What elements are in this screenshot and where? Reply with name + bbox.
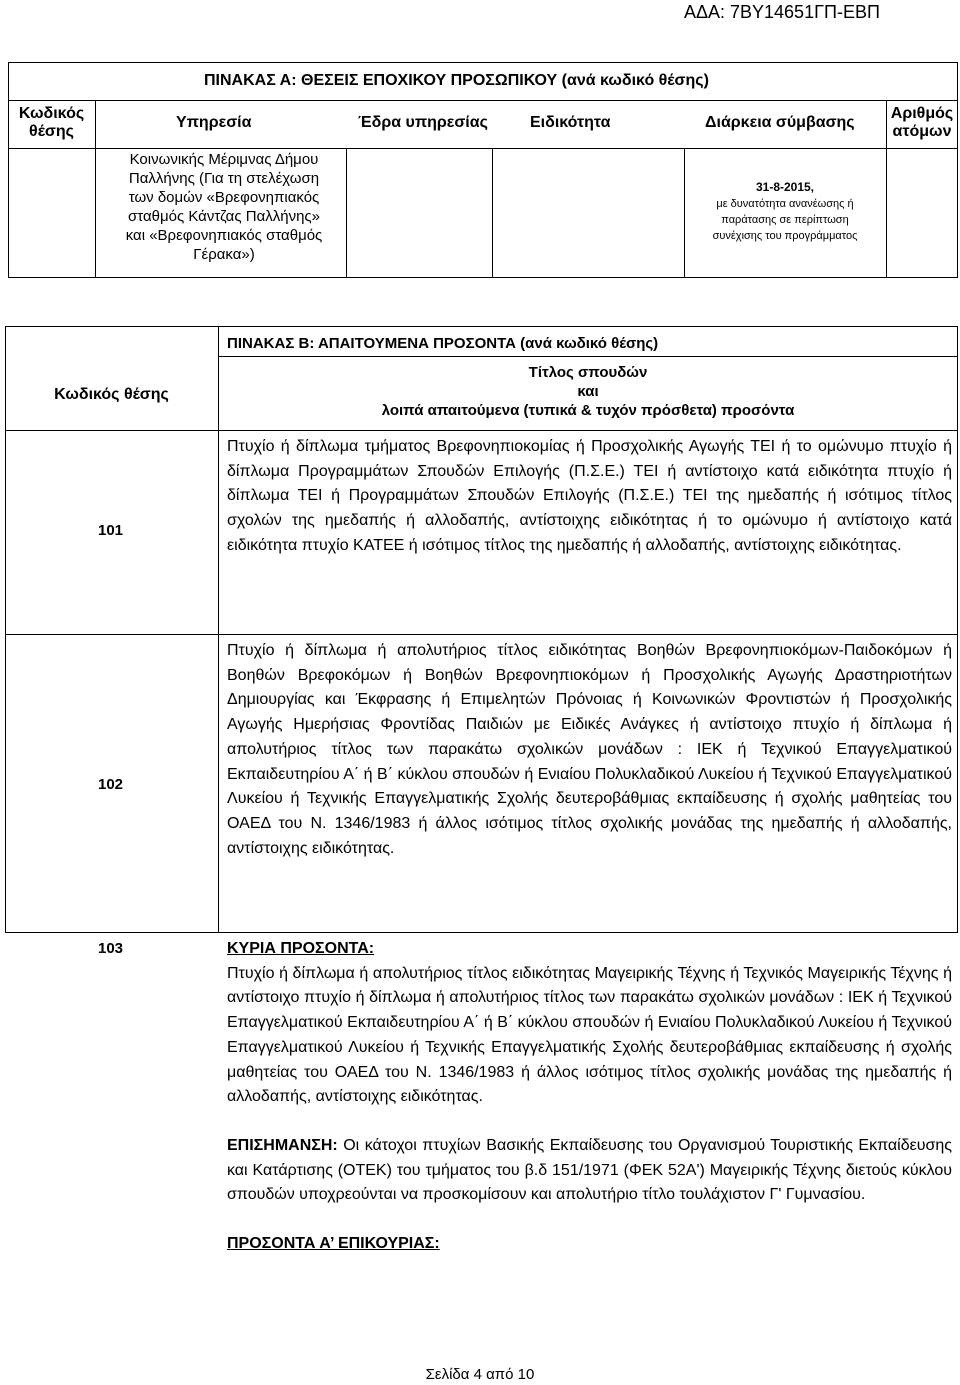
service-line: σταθμός Κάντζας Παλλήνης» [127,208,320,225]
duration-cell [690,179,880,244]
header-qualifications-line3: λοιπά απαιτούμενα (τυπικά & τυχόν πρόσθετα) προσόντα [381,402,795,419]
row-103-content [227,937,952,1257]
row-text: Πτυχίο ή δίπλωμα ή απολυτήριος τίτλος ειδικότητας Μαγειρικής Τέχνης ή Τεχνικός Μαγειρικής Τέχνης ή αντίστοιχο πτυχίο ή δίπλωμα ή απολυτήριος τίτλος των παρακάτω σχολικών μονάδων : ΙΕΚ ή Τεχνικού Επαγγελματικού Εκπαιδευτηρίου Α΄ ή Β΄ κύκλου σπουδών ή Ενιαίου Πολυκλαδικού Λυκείου ή Τεχνικού Επαγγελματικού Λυκείου ή Τεχνικής Επαγγελματικής Σχολής δευτεροβάθμιας εκπαίδευσης ή σχολής μαθητείας του ΟΑΕΔ του Ν. 1346/1983 ή άλλος ισότιμος τίτλος σχολικής μονάδας της ημεδαπής ή αλλοδαπής, αντίστοιχης ειδικότητας. [227,964,952,1106]
table-b-divider [5,430,958,431]
row-text: Πτυχίο ή δίπλωμα ή απολυτήριος τίτλος ειδικότητας Βοηθών Βρεφονηπιοκόμων-Παιδοκόμων ή Βοηθών Βρεφοκόμων ή Βοηθών Βρεφονηπιοκόμων ή Προσχολικής Αγωγής Δραστηριοτήτων Δημιουργίας και Έκφρασης ή Επιμελητών Πρόνοιας ή Κοινωνικών Φροντιστών ή Προσχολικής Αγωγής Ημερήσιας Φροντίδας Παιδιών με Ειδικές Ανάγκες ή αντίστοιχο πτυχίο ή δίπλωμα ή απολυτήριος τίτλος των παρακάτω σχολικών μονάδων : ΙΕΚ ή Τεχνικού Επαγγελματικού Εκπαιδευτηρίου Α΄ ή Β΄ κύκλου σπουδών ή Ενιαίου Πολυκλαδικού Λυκείου ή Τεχνικού Επαγγελματικού Λυκείου ή Τεχνικής Επαγγελματικής Σχολής δευτεροβάθμιας εκπαίδευσης ή σχολής μαθητείας του ΟΑΕΔ του Ν. 1346/1983 ή άλλος ισότιμος τίτλος σχολικής μονάδας της ημεδαπής ή αλλοδαπής, αντίστοιχης ειδικότητας. [227,642,952,857]
duration-line: με δυνατότητα ανανέωσης ή [716,198,854,210]
service-line: Γέρακα») [193,246,255,263]
table-a-divider [684,148,685,278]
row-code: 103 [98,940,124,957]
header-qualifications [218,363,958,420]
table-a-divider [346,148,347,278]
table-a-title: ΠΙΝΑΚΑΣ Α: ΘΕΣΕΙΣ ΕΠΟΧΙΚΟΥ ΠΡΟΣΩΠΙΚΟΥ (ανά κωδικό θέσης) [204,72,709,89]
note-text: Οι κάτοχοι πτυχίων Βασικής Εκπαίδευσης του Οργανισμού Τουριστικής Εκπαίδευσης και Κατάρτισης (ΟΤΕΚ) του τμήματος του β.δ 151/1971 (ΦΕΚ 52Α') Μαγειρικής Τέχνης διετούς κύκλου σπουδών υποχρεούνται να προσκομίσουν και απολυτήριο τίτλο τουλάχιστον Γ' Γυμνασίου. [227,1136,952,1204]
header-qualifications-line2: και [577,383,599,400]
note-label: ΕΠΙΣΗΜΑΝΣΗ: [227,1136,338,1154]
table-a-divider [8,148,958,149]
table-a-divider [492,148,493,278]
table-a [8,62,958,278]
duration-line: παράτασης σε περίπτωση [721,214,849,226]
header-count [886,105,958,141]
header-qualifications-line1: Τίτλος σπουδών [528,364,648,381]
service-line: Κοινωνικής Μέριμνας Δήμου [129,151,319,168]
table-b-divider [5,634,958,635]
duration-date: 31-8-2015, [755,180,815,194]
service-line: των δομών «Βρεφονηπιακός [128,189,320,206]
header-code: Κωδικός θέσης [54,386,169,403]
header-count-line2: ατόμων [892,123,952,140]
table-b [5,326,958,1385]
header-code-line2: θέσης [29,123,74,140]
header-code-line1: Κωδικός [18,105,85,122]
header-service: Υπηρεσία [176,114,252,131]
header-duration: Διάρκεια σύμβασης [705,114,855,131]
service-line: και «Βρεφονηπιακός σταθμός [125,227,323,244]
service-line: Παλλήνης (Για τη στελέχωση [128,170,320,187]
table-b-border [5,326,6,932]
table-a-divider [8,100,958,101]
table-a-divider [95,100,96,278]
header-specialty: Ειδικότητα [530,114,611,131]
duration-line: συνέχισης του προγράμματος [712,230,858,242]
header-code [8,105,95,141]
main-qualifications-heading: ΚΥΡΙΑ ΠΡΟΣΟΝΤΑ: [227,940,375,957]
note-paragraph [227,1134,952,1208]
row-text: Πτυχίο ή δίπλωμα τμήματος Βρεφονηπιοκομίας ή Προσχολικής Αγωγής ΤΕΙ ή το ομώνυμο πτυχίο ή δίπλωμα Προγραμμάτων Σπουδών Επιλογής (Π.Σ.Ε.) ΤΕΙ ή αντίστοιχο κατά ειδικότητα πτυχίο ή δίπλωμα ΤΕΙ ή Προγραμμάτων Σπουδών Επιλογής (Π.Σ.Ε.) ΤΕΙ της ημεδαπής ή ισότιμος τίτλος σχολών της ημεδαπής ή αλλοδαπής, αντίστοιχης ειδικότητας ή το ομώνυμο ή αντίστοιχο κατά ειδικότητα πτυχίο ΚΑΤΕΕ ή ισότιμος τίτλος της ημεδαπής ή αλλοδαπής, αντίστοιχης ειδικότητας. [227,438,952,554]
page-footer: Σελίδα 4 από 10 [425,1366,535,1383]
table-b-divider [5,932,958,933]
table-b-title: ΠΙΝΑΚΑΣ Β: ΑΠΑΙΤΟΥΜΕΝΑ ΠΡΟΣΟΝΤΑ (ανά κωδικό θέσης) [227,335,659,352]
header-count-line1: Αριθμός [890,105,954,122]
row-code: 101 [98,522,124,539]
auxiliary-qualifications-heading: ΠΡΟΣΟΝΤΑ Α’ ΕΠΙΚΟΥΡΙΑΣ: [227,1235,440,1253]
header-seat: Έδρα υπηρεσίας [358,114,488,131]
ada-code: ΑΔΑ: 7ΒΥ14651ΓΠ-ΕΒΠ [683,2,880,22]
table-b-divider [218,356,958,357]
row-code: 102 [98,776,124,793]
service-cell [106,150,342,264]
table-b-border [5,326,958,327]
